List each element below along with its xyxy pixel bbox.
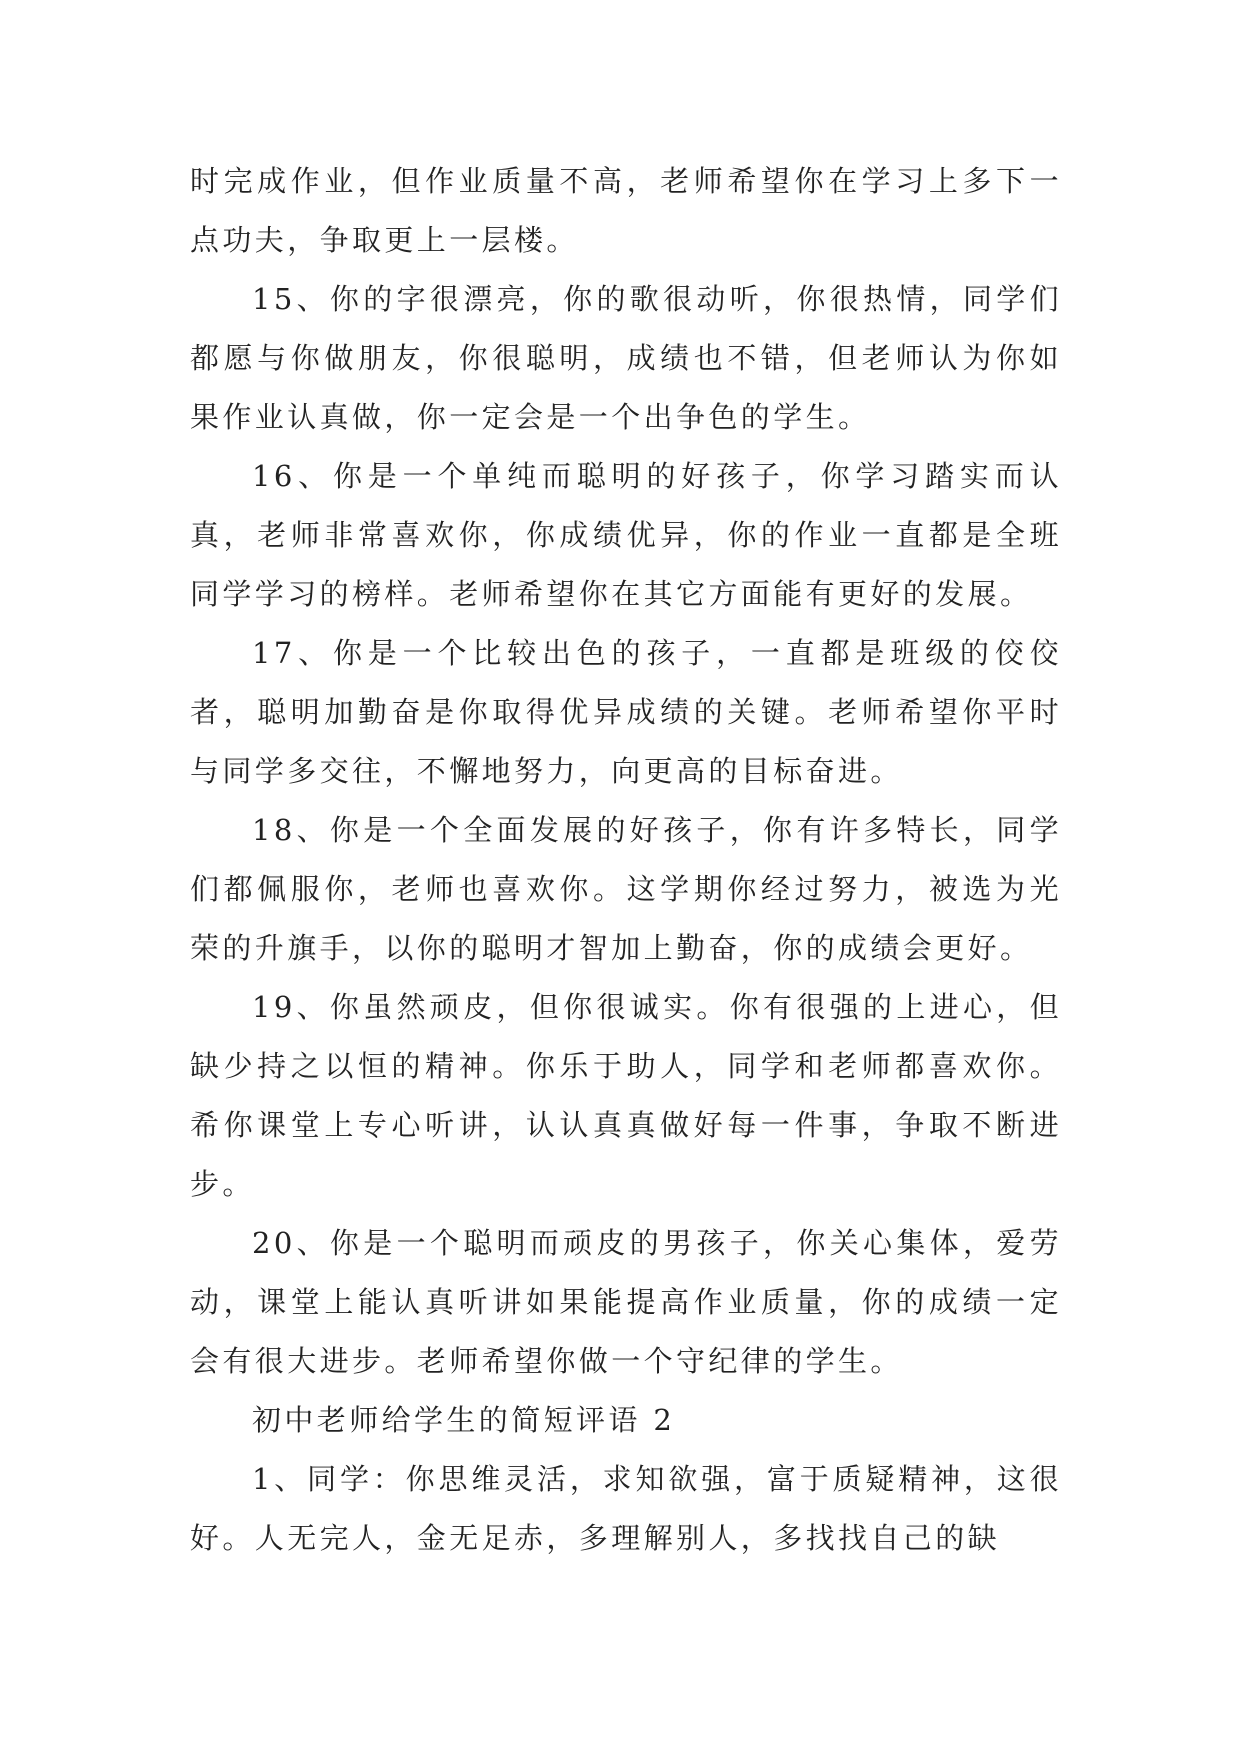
paragraph-17: 17、你是一个比较出色的孩子，一直都是班级的佼佼者，聪明加勤奋是你取得优异成绩的关键。老师希望你平时与同学多交往，不懈地努力，向更高的目标奋进。 [190, 636, 1062, 788]
paragraph-15: 15、你的字很漂亮，你的歌很动听，你很热情，同学们都愿与你做朋友，你很聪明，成绩也不错，但老师认为你如果作业认真做，你一定会是一个出争色的学生。 [190, 282, 1062, 434]
paragraph-18: 18、你是一个全面发展的好孩子，你有许多特长，同学们都佩服你，老师也喜欢你。这学期你经过努力，被选为光荣的升旗手，以你的聪明才智加上勤奋，你的成绩会更好。 [190, 813, 1062, 965]
section-heading: 初中老师给学生的简短评语 2 [252, 1403, 676, 1437]
document-page [190, 152, 1062, 1568]
paragraph-20: 20、你是一个聪明而顽皮的男孩子，你关心集体，爱劳动，课堂上能认真听讲如果能提高作业质量，你的成绩一定会有很大进步。老师希望你做一个守纪律的学生。 [190, 1226, 1062, 1378]
section-2-paragraph-1: 1、同学：你思维灵活，求知欲强，富于质疑精神，这很好。人无完人，金无足赤，多理解别人，多找找自己的缺 [190, 1462, 1062, 1555]
paragraph-19: 19、你虽然顽皮，但你很诚实。你有很强的上进心，但缺少持之以恒的精神。你乐于助人，同学和老师都喜欢你。希你课堂上专心听讲，认认真真做好每一件事，争取不断进步。 [190, 990, 1062, 1201]
paragraph-16: 16、你是一个单纯而聪明的好孩子，你学习踏实而认真，老师非常喜欢你，你成绩优异，你的作业一直都是全班同学学习的榜样。老师希望你在其它方面能有更好的发展。 [190, 459, 1062, 611]
paragraph-14-continuation: 时完成作业，但作业质量不高，老师希望你在学习上多下一点功夫，争取更上一层楼。 [190, 164, 1062, 257]
